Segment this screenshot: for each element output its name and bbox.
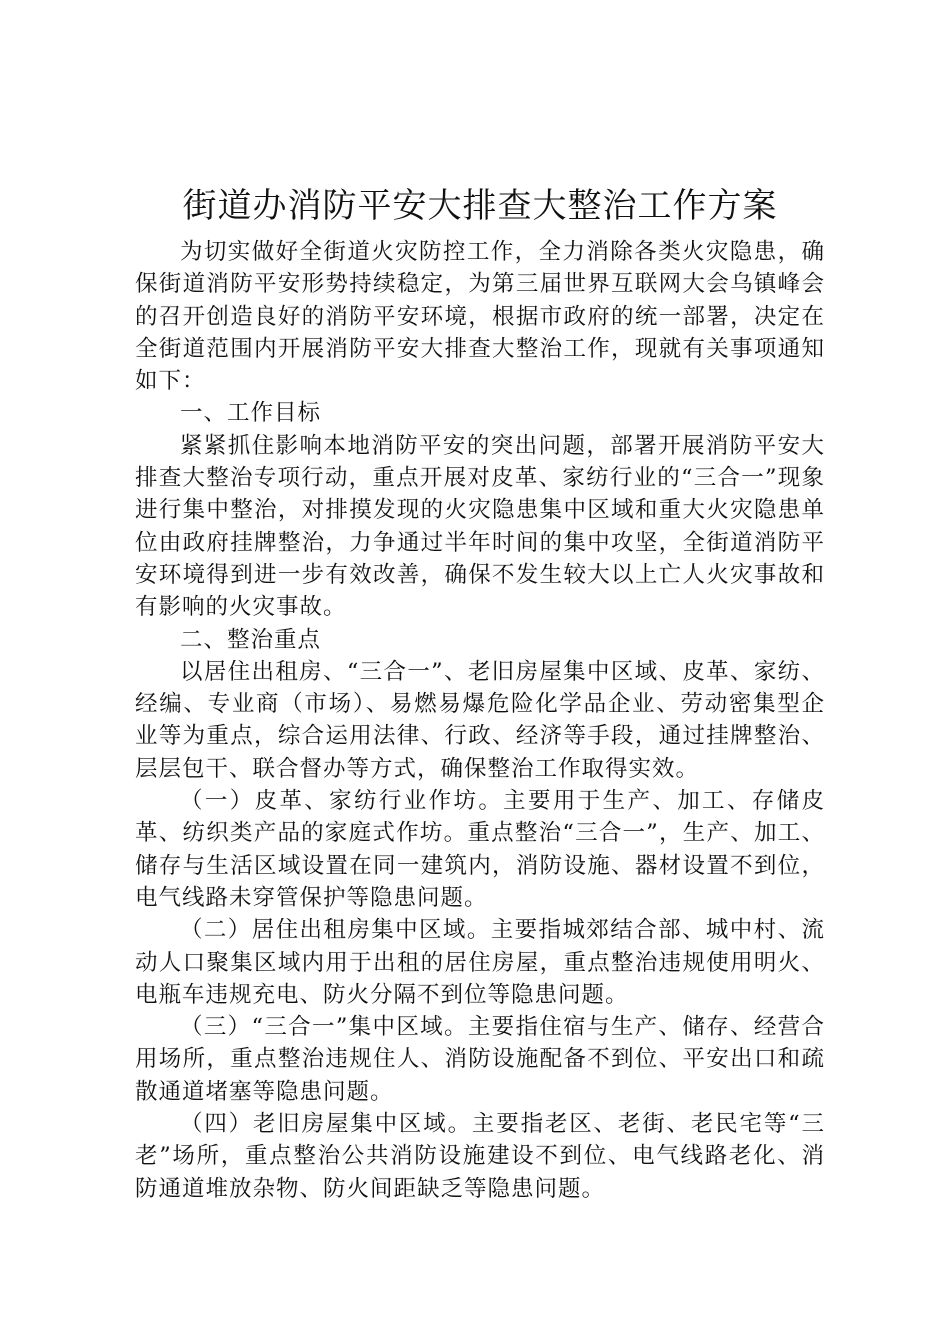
section-1-body: 紧紧抓住影响本地消防平安的突出问题，部署开展消防平安大排查大整治专项行动，重点开展对皮革、家纺行业的“三合一”现象进行集中整治，对排摸发现的火灾隐患集中区域和重大火灾隐患单位由政府挂牌整治，力争通过半年时间的集中攻坚，全街道消防平安环境得到进一步有效改善，确保不发生较大以上亡人火灾事故和有影响的火灾事故。 [135, 432, 825, 621]
section-1-heading: 一、工作目标 [180, 400, 322, 427]
section-2-heading: 二、整治重点 [180, 626, 322, 653]
item-1-paragraph: （一）皮革、家纺行业作坊。主要用于生产、加工、存储皮革、纺织类产品的家庭式作坊。重点整治“三合一”，生产、加工、储存与生活区域设置在同一建筑内，消防设施、器材设置不到位，电气线路未穿管保护等隐患问题。 [135, 788, 825, 911]
section-2-body: 以居住出租房、“三合一”、老旧房屋集中区域、皮革、家纺、经编、专业商（市场）、易燃易爆危险化学品企业、劳动密集型企业等为重点，综合运用法律、行政、经济等手段，通过挂牌整治、层层包干、联合督办等方式，确保整治工作取得实效。 [135, 658, 825, 782]
document-title: 街道办消防平安大排查大整治工作方案 [182, 186, 778, 226]
intro-paragraph: 为切实做好全街道火灾防控工作，全力消除各类火灾隐患，确保街道消防平安形势持续稳定，为第三届世界互联网大会乌镇峰会的召开创造良好的消防平安环境，根据市政府的统一部署，决定在全街道范围内开展消防平安大排查大整治工作，现就有关事项通知如下： [135, 239, 825, 395]
document-page [135, 176, 825, 1205]
item-3-paragraph: （三）“三合一”集中区域。主要指住宿与生产、储存、经营合用场所，重点整治违规住人、消防设施配备不到位、平安出口和疏散通道堵塞等隐患问题。 [135, 1014, 825, 1105]
item-4-paragraph: （四）老旧房屋集中区域。主要指老区、老街、老民宅等“三老”场所，重点整治公共消防设施建设不到位、电气线路老化、消防通道堆放杂物、防火间距缺乏等隐患问题。 [135, 1111, 825, 1202]
item-2-paragraph: （二）居住出租房集中区域。主要指城郊结合部、城中村、流动人口聚集区域内用于出租的居住房屋，重点整治违规使用明火、电瓶车违规充电、防火分隔不到位等隐患问题。 [135, 917, 825, 1008]
